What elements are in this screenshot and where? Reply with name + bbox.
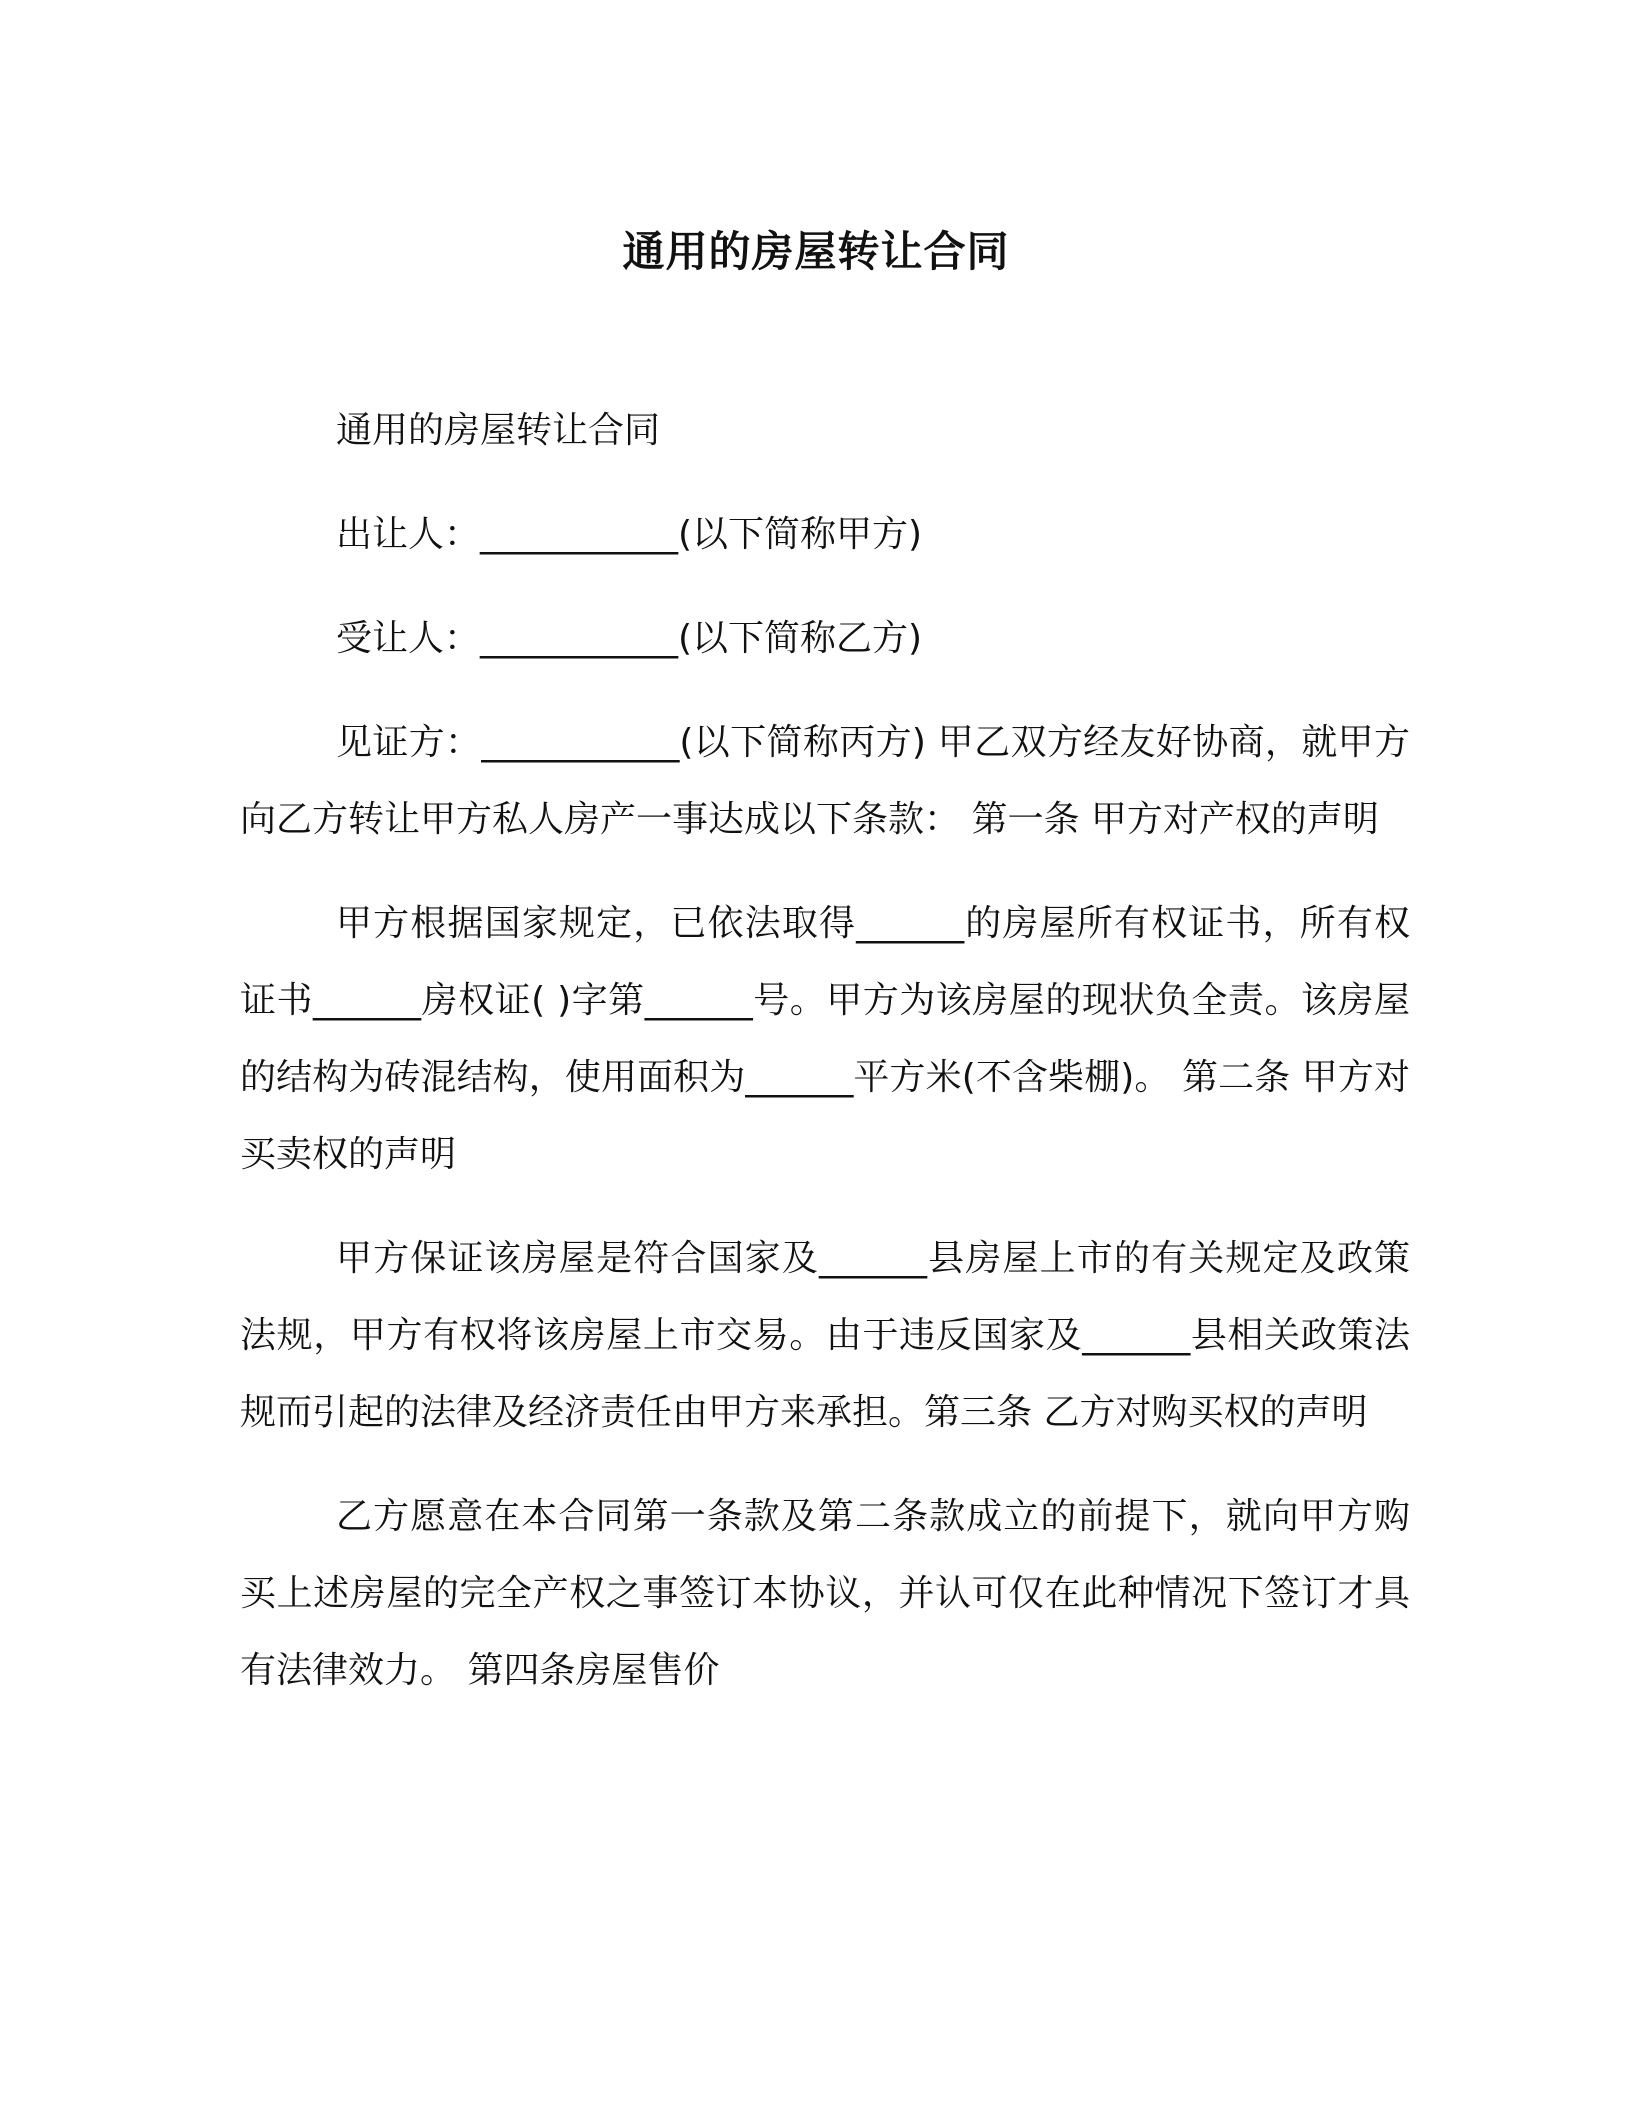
paragraph-purchase-right: 乙方愿意在本合同第一条款及第二条款成立的前提下，就向甲方购买上述房屋的完全产权之事签订本协议，并认可仅在此种情况下签订才具有法律效力。 第四条房屋售价 [240,1496,1410,1691]
paragraph-witness: 见证方：___________(以下简称丙方) 甲乙双方经友好协商，就甲方向乙方转让甲方私人房产一事达成以下条款： 第一条 甲方对产权的声明 [240,722,1410,840]
paragraph-sale-right: 甲方保证该房屋是符合国家及______县房屋上市的有关规定及政策法规，甲方有权将该房屋上市交易。由于违反国家及______县相关政策法规而引起的法律及经济责任由甲方来承担。第三条 乙方对购买权的声明 [240,1238,1410,1433]
paragraph-ownership: 甲方根据国家规定，已依法取得______的房屋所有权证书，所有权证书______房权证( )字第______号。甲方为该房屋的现状负全责。该房屋的结构为砖混结构，使用面积为______平方米(不含柴棚)。 第二条 甲方对买卖权的声明 [240,903,1410,1175]
paragraph-transferee: 受让人：___________(以下简称乙方) [336,618,923,659]
document-body [240,392,1410,1735]
paragraph-heading: 通用的房屋转让合同 [336,410,661,451]
document-title: 通用的房屋转让合同 [622,227,1010,276]
paragraph-transferor: 出让人：___________(以下简称甲方) [336,514,923,555]
